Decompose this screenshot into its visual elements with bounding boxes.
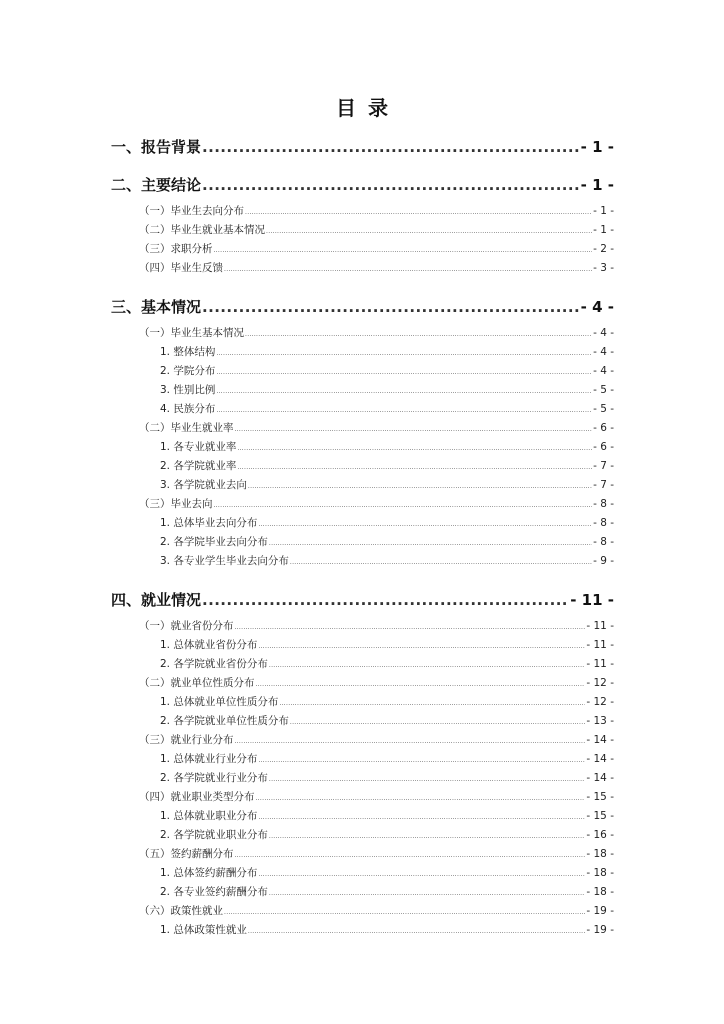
toc-entry-label: （三）求职分析 xyxy=(139,243,213,255)
toc-entry-subsection[interactable] xyxy=(139,903,614,917)
toc-entry-item[interactable] xyxy=(160,694,614,708)
toc-entry-page-number: - 2 - xyxy=(593,243,614,255)
toc-title: 目录 xyxy=(336,96,400,120)
toc-entry-label: （二）毕业生就业率 xyxy=(139,422,234,434)
toc-entry-item[interactable] xyxy=(160,884,614,898)
toc-entry-label: （一）毕业生去向分布 xyxy=(139,205,244,217)
toc-entry-page-number: - 5 - xyxy=(593,384,614,396)
toc-entry-label: 四、就业情况 xyxy=(111,591,202,609)
toc-entry-page-number: - 1 - xyxy=(593,205,614,217)
toc-entry-page-number: - 7 - xyxy=(593,479,614,491)
toc-entry-item[interactable] xyxy=(160,770,614,784)
toc-entry-page-number: - 7 - xyxy=(593,460,614,472)
toc-entry-label: （四）毕业生反馈 xyxy=(139,262,223,274)
toc-entry-label: 3. 各专业学生毕业去向分布 xyxy=(160,555,289,567)
toc-entry-label: 1. 各专业就业率 xyxy=(160,441,237,453)
toc-entry-item[interactable] xyxy=(160,401,614,415)
toc-entry-page-number: - 12 - xyxy=(586,677,614,689)
toc-entry-page-number: - 6 - xyxy=(593,441,614,453)
toc-entry-item[interactable] xyxy=(160,865,614,879)
toc-entry-subsection[interactable] xyxy=(139,222,614,236)
toc-entry-page-number: - 11 - xyxy=(586,620,614,632)
toc-entry-page-number: - 12 - xyxy=(586,696,614,708)
toc-entry-label: （一）就业省份分布 xyxy=(139,620,234,632)
toc-entry-label: 2. 各学院就业省份分布 xyxy=(160,658,268,670)
toc-entry-label: （五）签约薪酬分布 xyxy=(139,848,234,860)
dot-leader xyxy=(290,719,586,726)
toc-entry-subsection[interactable] xyxy=(139,732,614,746)
toc-entry-page-number: - 13 - xyxy=(586,715,614,727)
toc-entry-page-number: - 5 - xyxy=(593,403,614,415)
toc-entry-item[interactable] xyxy=(160,458,614,472)
toc-entry-item[interactable] xyxy=(160,363,614,377)
toc-entry-page-number: - 11 - xyxy=(586,639,614,651)
toc-entry-subsection[interactable] xyxy=(139,203,614,217)
dot-leader xyxy=(235,852,586,859)
dot-leader xyxy=(224,266,592,273)
toc-entry-label: 2. 学院分布 xyxy=(160,365,216,377)
toc-entry-page-number: - 8 - xyxy=(593,536,614,548)
dot-leader xyxy=(279,700,585,707)
toc-entry-label: （二）就业单位性质分布 xyxy=(139,677,255,689)
toc-entry-subsection[interactable] xyxy=(139,241,614,255)
toc-entry-section[interactable] xyxy=(111,174,614,194)
toc-entry-item[interactable] xyxy=(160,637,614,651)
toc-entry-subsection[interactable] xyxy=(139,675,614,689)
toc-entry-subsection[interactable] xyxy=(139,789,614,803)
toc-entry-item[interactable] xyxy=(160,439,614,453)
dot-leader xyxy=(216,369,592,376)
dot-leader xyxy=(269,776,586,783)
toc-entry-page-number: - 11 - xyxy=(586,658,614,670)
dot-leader xyxy=(235,426,593,433)
dot-leader xyxy=(214,502,593,509)
dot-leader xyxy=(202,138,580,156)
dot-leader xyxy=(290,559,592,566)
toc-entry-label: 2. 各学院就业职业分布 xyxy=(160,829,268,841)
toc-entry-label: 1. 整体结构 xyxy=(160,346,216,358)
toc-entry-label: 1. 总体签约薪酬分布 xyxy=(160,867,258,879)
toc-entry-label: 3. 性别比例 xyxy=(160,384,216,396)
toc-entry-page-number: - 1 - xyxy=(580,176,614,194)
toc-entry-page-number: - 18 - xyxy=(586,848,614,860)
dot-leader xyxy=(245,331,592,338)
toc-entry-label: 二、主要结论 xyxy=(111,176,202,194)
toc-entry-label: 2. 各学院就业单位性质分布 xyxy=(160,715,289,727)
toc-entry-item[interactable] xyxy=(160,344,614,358)
toc-entry-item[interactable] xyxy=(160,477,614,491)
toc-entry-item[interactable] xyxy=(160,713,614,727)
toc-entry-page-number: - 18 - xyxy=(586,867,614,879)
toc-entry-section[interactable] xyxy=(111,136,614,156)
dot-leader xyxy=(269,540,592,547)
toc-entry-item[interactable] xyxy=(160,534,614,548)
toc-entry-page-number: - 6 - xyxy=(593,422,614,434)
toc-entry-label: （二）毕业生就业基本情况 xyxy=(139,224,265,236)
toc-entry-item[interactable] xyxy=(160,515,614,529)
dot-leader xyxy=(237,464,592,471)
dot-leader xyxy=(258,757,585,764)
dot-leader xyxy=(202,591,569,609)
dot-leader xyxy=(258,871,585,878)
dot-leader xyxy=(216,388,592,395)
toc-entry-page-number: - 19 - xyxy=(586,924,614,936)
toc-entry-page-number: - 1 - xyxy=(593,224,614,236)
toc-entry-item[interactable] xyxy=(160,808,614,822)
dot-leader xyxy=(258,521,592,528)
toc-entry-page-number: - 9 - xyxy=(593,555,614,567)
dot-leader xyxy=(202,176,580,194)
toc-entry-label: 2. 各学院就业率 xyxy=(160,460,237,472)
toc-entry-section[interactable] xyxy=(111,589,614,609)
toc-entry-page-number: - 11 - xyxy=(570,591,614,609)
toc-entry-label: 1. 总体就业单位性质分布 xyxy=(160,696,279,708)
dot-leader xyxy=(266,228,592,235)
dot-leader xyxy=(256,795,586,802)
toc-entry-page-number: - 4 - xyxy=(580,298,614,316)
toc-entry-item[interactable] xyxy=(160,922,614,936)
toc-entry-page-number: - 18 - xyxy=(586,886,614,898)
toc-entry-label: （四）就业职业类型分布 xyxy=(139,791,255,803)
toc-entry-label: （六）政策性就业 xyxy=(139,905,223,917)
dot-leader xyxy=(235,624,586,631)
toc-entry-page-number: - 8 - xyxy=(593,517,614,529)
toc-entry-page-number: - 14 - xyxy=(586,772,614,784)
toc-entry-label: 2. 各学院就业行业分布 xyxy=(160,772,268,784)
toc-entry-label: 2. 各学院毕业去向分布 xyxy=(160,536,268,548)
toc-entry-section[interactable] xyxy=(111,296,614,316)
toc-entry-page-number: - 4 - xyxy=(593,365,614,377)
toc-entry-label: （三）毕业去向 xyxy=(139,498,213,510)
toc-entry-label: 1. 总体就业行业分布 xyxy=(160,753,258,765)
toc-entry-subsection[interactable] xyxy=(139,846,614,860)
toc-entry-item[interactable] xyxy=(160,751,614,765)
toc-entry-subsection[interactable] xyxy=(139,420,614,434)
toc-entry-page-number: - 4 - xyxy=(593,327,614,339)
toc-entry-label: 一、报告背景 xyxy=(111,138,202,156)
toc-entry-page-number: - 15 - xyxy=(586,791,614,803)
toc-entry-page-number: - 14 - xyxy=(586,734,614,746)
toc-entry-item[interactable] xyxy=(160,553,614,567)
toc-entry-page-number: - 14 - xyxy=(586,753,614,765)
dot-leader xyxy=(214,247,593,254)
toc-entry-label: 1. 总体就业职业分布 xyxy=(160,810,258,822)
dot-leader xyxy=(258,643,585,650)
toc-entry-label: （三）就业行业分布 xyxy=(139,734,234,746)
toc-entry-page-number: - 19 - xyxy=(586,905,614,917)
dot-leader xyxy=(224,909,585,916)
dot-leader xyxy=(202,298,580,316)
toc-entry-label: 1. 总体就业省份分布 xyxy=(160,639,258,651)
toc-entry-label: 1. 总体毕业去向分布 xyxy=(160,517,258,529)
toc-entry-page-number: - 4 - xyxy=(593,346,614,358)
toc-entry-page-number: - 3 - xyxy=(593,262,614,274)
dot-leader xyxy=(216,350,592,357)
toc-entry-label: 4. 民族分布 xyxy=(160,403,216,415)
toc-entry-item[interactable] xyxy=(160,656,614,670)
dot-leader xyxy=(269,890,586,897)
toc-entry-label: 三、基本情况 xyxy=(111,298,202,316)
dot-leader xyxy=(258,814,585,821)
toc-entry-subsection[interactable] xyxy=(139,618,614,632)
toc-entry-subsection[interactable] xyxy=(139,260,614,274)
toc-entry-subsection[interactable] xyxy=(139,496,614,510)
toc-entry-item[interactable] xyxy=(160,827,614,841)
dot-leader xyxy=(256,681,586,688)
dot-leader xyxy=(216,407,592,414)
dot-leader xyxy=(248,928,586,935)
toc-entry-subsection[interactable] xyxy=(139,325,614,339)
toc-entry-page-number: - 8 - xyxy=(593,498,614,510)
toc-entry-item[interactable] xyxy=(160,382,614,396)
toc-entry-label: 2. 各专业签约薪酬分布 xyxy=(160,886,268,898)
dot-leader xyxy=(248,483,592,490)
dot-leader xyxy=(235,738,586,745)
toc-entry-page-number: - 1 - xyxy=(580,138,614,156)
toc-entry-label: 1. 总体政策性就业 xyxy=(160,924,247,936)
dot-leader xyxy=(269,833,586,840)
toc-entry-page-number: - 16 - xyxy=(586,829,614,841)
toc-entry-page-number: - 15 - xyxy=(586,810,614,822)
dot-leader xyxy=(237,445,592,452)
toc-entry-label: （一）毕业生基本情况 xyxy=(139,327,244,339)
dot-leader xyxy=(269,662,586,669)
dot-leader xyxy=(245,209,592,216)
toc-entry-label: 3. 各学院就业去向 xyxy=(160,479,247,491)
